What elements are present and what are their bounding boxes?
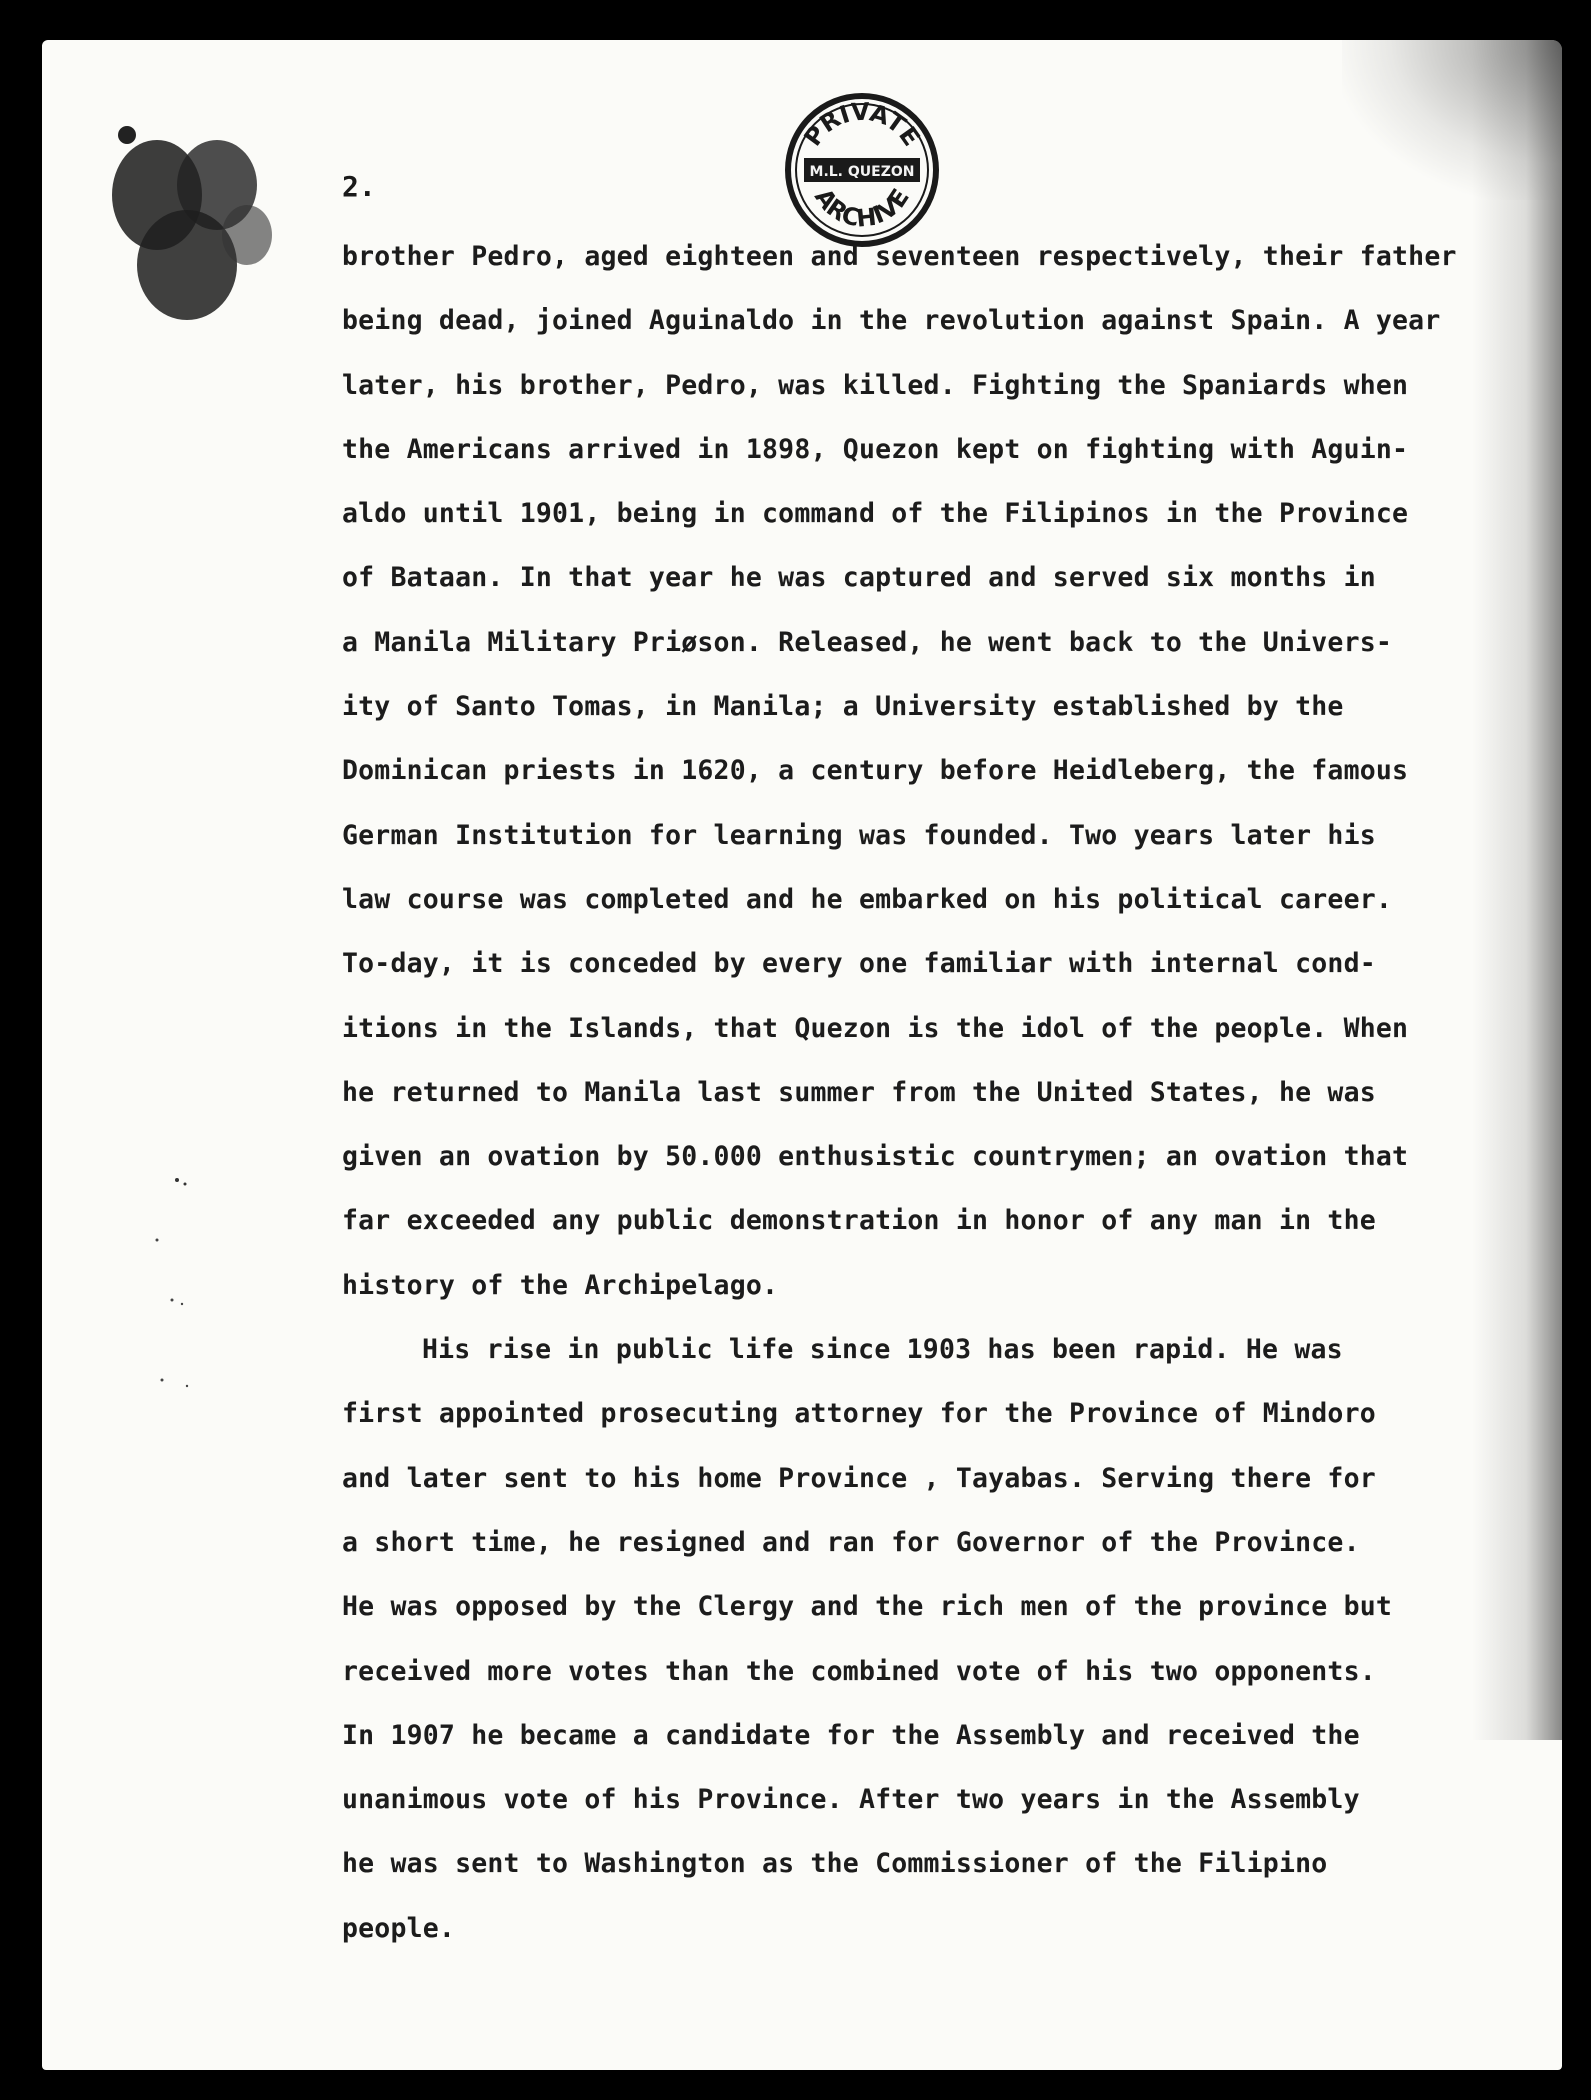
text-line: Dominican priests in 1620, a century before Heidleberg, the famous <box>342 755 1409 787</box>
text-line: brother Pedro, aged eighteen and seventeen respectively, their father <box>342 241 1457 272</box>
edge-wear <box>1472 40 1562 1740</box>
body-text <box>342 225 1482 1961</box>
page-number: 2. <box>342 170 376 203</box>
text-line: aldo until 1901, being in command of the Filipinos in the Province <box>342 498 1409 530</box>
text-line: far exceeded any public demonstration in honor of any man in the <box>342 1205 1376 1237</box>
text-line: German Institution for learning was founded. Two years later his <box>342 819 1376 851</box>
text-line: given an ovation by 50.000 enthusistic countrymen; an ovation that <box>342 1141 1409 1173</box>
ink-blot-icon <box>97 125 287 335</box>
text-line: law course was completed and he embarked on his political career. <box>342 883 1393 915</box>
stamp-center-text: M.L. QUEZON <box>809 164 915 180</box>
document-page <box>42 40 1562 2070</box>
text-line: the Americans arrived in 1898, Quezon kept on fighting with Aguin- <box>342 433 1409 465</box>
paragraph-start-line: His rise in public life since 1903 has been rapid. He was <box>422 1334 1343 1366</box>
text-line: of Bataan. In that year he was captured and served six months in <box>342 562 1376 594</box>
text-line: first appointed prosecuting attorney for the Province of Mindoro <box>342 1398 1376 1430</box>
text-line: a short time, he resigned and ran for Governor of the Province. <box>342 1526 1360 1558</box>
text-line: a Manila Military Priøson. Released, he went back to the Univers- <box>342 626 1393 658</box>
text-line: he returned to Manila last summer from the United States, he was <box>342 1076 1376 1108</box>
text-line: being dead, joined Aguinaldo in the revolution against Spain. A year <box>342 305 1441 337</box>
text-line: To-day, it is conceded by every one familiar with internal cond- <box>342 948 1376 980</box>
text-line: history of the Archipelago. <box>342 1269 779 1301</box>
text-line: He was opposed by the Clergy and the rich men of the province but <box>342 1591 1393 1623</box>
margin-specks <box>137 1160 197 1460</box>
stamp-bottom-text: ARCHIVE <box>809 183 915 233</box>
corner-wear <box>1342 40 1562 200</box>
text-line: itions in the Islands, that Quezon is the idol of the people. When <box>342 1012 1409 1044</box>
text-line: people. <box>342 1912 456 1944</box>
text-line: received more votes than the combined vote of his two opponents. <box>342 1655 1376 1687</box>
text-line: and later sent to his home Province , Tayabas. Serving there for <box>342 1462 1376 1494</box>
text-line: later, his brother, Pedro, was killed. Fighting the Spaniards when <box>342 369 1409 401</box>
text-line: In 1907 he became a candidate for the Assembly and received the <box>342 1719 1360 1751</box>
text-line: he was sent to Washington as the Commissioner of the Filipino <box>342 1848 1328 1880</box>
stamp-top-text: PRIVATE <box>798 97 926 152</box>
text-line: unanimous vote of his Province. After two years in the Assembly <box>342 1784 1360 1816</box>
text-line: ity of Santo Tomas, in Manila; a University established by the <box>342 691 1344 723</box>
svg-text:PRIVATE <box>799 98 926 152</box>
